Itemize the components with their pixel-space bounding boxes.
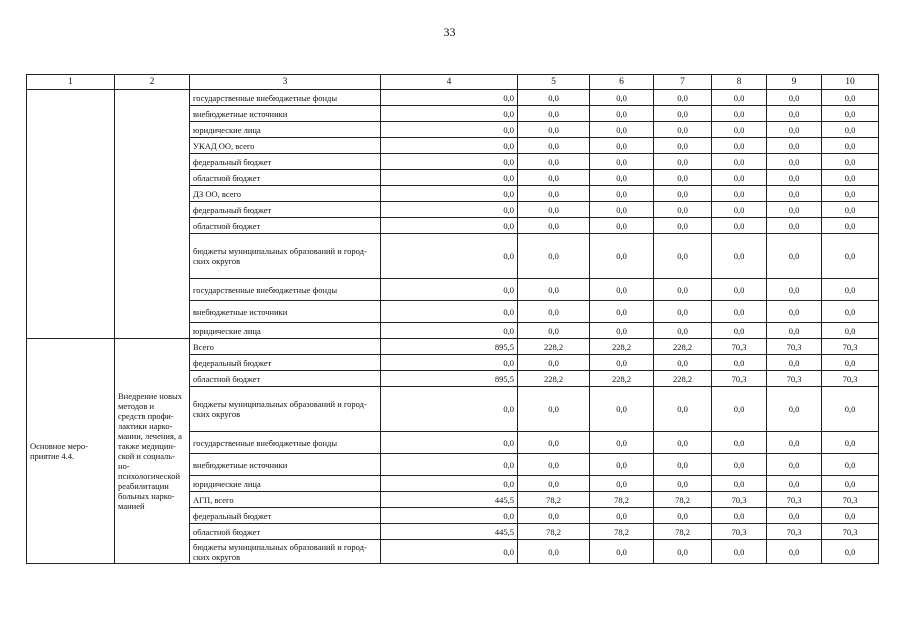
funding-source-cell: областной бюджет	[190, 170, 381, 186]
column-header: 3	[190, 75, 381, 90]
value-cell: 0,0	[590, 138, 654, 154]
value-cell: 0,0	[590, 301, 654, 323]
value-cell: 895,5	[381, 371, 518, 387]
value-cell: 0,0	[654, 323, 712, 339]
value-cell: 0,0	[590, 279, 654, 301]
value-cell: 70,3	[712, 339, 767, 355]
value-cell: 0,0	[590, 540, 654, 564]
value-cell: 0,0	[712, 323, 767, 339]
value-cell: 0,0	[712, 540, 767, 564]
value-cell: 0,0	[822, 355, 879, 371]
value-cell: 0,0	[712, 106, 767, 122]
value-cell: 70,3	[767, 524, 822, 540]
value-cell: 0,0	[381, 387, 518, 432]
funding-source-cell: юридические лица	[190, 476, 381, 492]
value-cell: 0,0	[822, 122, 879, 138]
value-cell: 0,0	[381, 540, 518, 564]
value-cell: 0,0	[590, 454, 654, 476]
value-cell: 0,0	[654, 301, 712, 323]
value-cell: 0,0	[381, 170, 518, 186]
value-cell: 0,0	[590, 218, 654, 234]
value-cell: 0,0	[518, 540, 590, 564]
value-cell: 0,0	[767, 508, 822, 524]
value-cell: 0,0	[712, 202, 767, 218]
value-cell: 0,0	[767, 279, 822, 301]
value-cell: 0,0	[712, 90, 767, 106]
value-cell: 0,0	[822, 154, 879, 170]
value-cell: 0,0	[767, 540, 822, 564]
value-cell: 0,0	[822, 218, 879, 234]
value-cell: 228,2	[518, 339, 590, 355]
funding-source-cell: областной бюджет	[190, 218, 381, 234]
value-cell: 0,0	[654, 170, 712, 186]
value-cell: 0,0	[590, 323, 654, 339]
value-cell: 0,0	[767, 90, 822, 106]
funding-source-cell: государственные внебюджетные фонды	[190, 279, 381, 301]
column-header: 6	[590, 75, 654, 90]
value-cell: 78,2	[654, 524, 712, 540]
value-cell: 0,0	[590, 355, 654, 371]
value-cell: 445,5	[381, 492, 518, 508]
value-cell: 0,0	[654, 540, 712, 564]
value-cell: 0,0	[712, 355, 767, 371]
value-cell: 0,0	[712, 138, 767, 154]
value-cell: 0,0	[518, 106, 590, 122]
funding-source-cell: областной бюджет	[190, 371, 381, 387]
value-cell: 0,0	[822, 387, 879, 432]
value-cell: 0,0	[654, 279, 712, 301]
value-cell: 0,0	[590, 106, 654, 122]
value-cell: 0,0	[518, 122, 590, 138]
value-cell: 228,2	[654, 339, 712, 355]
value-cell: 0,0	[712, 234, 767, 279]
value-cell: 0,0	[767, 301, 822, 323]
funding-source-cell: государственные внебюджетные фонды	[190, 90, 381, 106]
value-cell: 0,0	[712, 432, 767, 454]
value-cell: 0,0	[822, 476, 879, 492]
funding-source-cell: АГП, всего	[190, 492, 381, 508]
value-cell: 0,0	[822, 234, 879, 279]
value-cell: 0,0	[822, 279, 879, 301]
value-cell: 70,3	[712, 371, 767, 387]
value-cell: 0,0	[518, 234, 590, 279]
value-cell: 70,3	[767, 339, 822, 355]
value-cell: 0,0	[654, 154, 712, 170]
value-cell: 0,0	[767, 106, 822, 122]
funding-source-cell: юридические лица	[190, 323, 381, 339]
value-cell: 0,0	[822, 508, 879, 524]
table-header-row	[27, 75, 879, 90]
funding-source-cell: федеральный бюджет	[190, 154, 381, 170]
value-cell: 78,2	[518, 524, 590, 540]
column-header: 1	[27, 75, 115, 90]
value-cell: 228,2	[518, 371, 590, 387]
budget-table	[26, 74, 879, 564]
value-cell: 0,0	[381, 301, 518, 323]
value-cell: 0,0	[518, 454, 590, 476]
value-cell: 0,0	[381, 122, 518, 138]
value-cell: 0,0	[822, 186, 879, 202]
value-cell: 0,0	[654, 234, 712, 279]
funding-source-cell: внебюджетные источники	[190, 301, 381, 323]
value-cell: 0,0	[518, 218, 590, 234]
description-cell	[115, 90, 190, 339]
value-cell: 0,0	[767, 202, 822, 218]
value-cell: 78,2	[654, 492, 712, 508]
value-cell: 0,0	[822, 170, 879, 186]
value-cell: 0,0	[654, 508, 712, 524]
value-cell: 895,5	[381, 339, 518, 355]
value-cell: 0,0	[518, 202, 590, 218]
measure-cell: Основное меро- приятие 4.4.	[27, 339, 115, 564]
value-cell: 0,0	[712, 122, 767, 138]
value-cell: 70,3	[822, 339, 879, 355]
value-cell: 0,0	[590, 90, 654, 106]
value-cell: 0,0	[381, 454, 518, 476]
value-cell: 0,0	[712, 218, 767, 234]
value-cell: 0,0	[712, 476, 767, 492]
value-cell: 0,0	[767, 476, 822, 492]
value-cell: 0,0	[822, 202, 879, 218]
value-cell: 0,0	[822, 540, 879, 564]
funding-source-cell: бюджеты муниципальных образований и город- ских округов	[190, 387, 381, 432]
value-cell: 0,0	[381, 323, 518, 339]
value-cell: 70,3	[822, 492, 879, 508]
value-cell: 0,0	[654, 90, 712, 106]
value-cell: 0,0	[381, 355, 518, 371]
value-cell: 0,0	[518, 154, 590, 170]
value-cell: 0,0	[590, 122, 654, 138]
description-cell: Внедрение новых методов и средств профи- лактики нарко- мании, лечения, а также медицин- ской и социаль- но- психологической реабилитации больных нарко- манией	[115, 339, 190, 564]
value-cell: 0,0	[822, 454, 879, 476]
value-cell: 0,0	[590, 387, 654, 432]
value-cell: 0,0	[381, 476, 518, 492]
value-cell: 0,0	[712, 154, 767, 170]
value-cell: 0,0	[518, 432, 590, 454]
value-cell: 0,0	[654, 454, 712, 476]
value-cell: 0,0	[381, 186, 518, 202]
funding-source-cell: областной бюджет	[190, 524, 381, 540]
value-cell: 0,0	[767, 170, 822, 186]
funding-source-cell: бюджеты муниципальных образований и город- ских округов	[190, 540, 381, 564]
value-cell: 0,0	[654, 218, 712, 234]
value-cell: 70,3	[822, 371, 879, 387]
value-cell: 78,2	[590, 492, 654, 508]
value-cell: 0,0	[767, 218, 822, 234]
value-cell: 0,0	[590, 508, 654, 524]
value-cell: 0,0	[381, 508, 518, 524]
funding-source-cell: федеральный бюджет	[190, 202, 381, 218]
value-cell: 0,0	[822, 90, 879, 106]
value-cell: 0,0	[654, 138, 712, 154]
value-cell: 0,0	[518, 323, 590, 339]
value-cell: 0,0	[381, 106, 518, 122]
value-cell: 0,0	[518, 301, 590, 323]
value-cell: 0,0	[767, 138, 822, 154]
value-cell: 0,0	[767, 186, 822, 202]
column-header: 5	[518, 75, 590, 90]
value-cell: 0,0	[767, 323, 822, 339]
value-cell: 228,2	[590, 371, 654, 387]
value-cell: 78,2	[518, 492, 590, 508]
value-cell: 0,0	[767, 355, 822, 371]
funding-source-cell: ДЗ ОО, всего	[190, 186, 381, 202]
column-header: 2	[115, 75, 190, 90]
page-number: 33	[443, 25, 456, 39]
value-cell: 0,0	[712, 279, 767, 301]
value-cell: 0,0	[767, 122, 822, 138]
funding-source-cell: Всего	[190, 339, 381, 355]
value-cell: 0,0	[822, 301, 879, 323]
value-cell: 78,2	[590, 524, 654, 540]
value-cell: 0,0	[712, 508, 767, 524]
column-header: 10	[822, 75, 879, 90]
value-cell: 0,0	[767, 454, 822, 476]
value-cell: 0,0	[518, 355, 590, 371]
value-cell: 0,0	[518, 279, 590, 301]
value-cell: 0,0	[590, 170, 654, 186]
column-header: 9	[767, 75, 822, 90]
value-cell: 70,3	[767, 371, 822, 387]
value-cell: 0,0	[712, 170, 767, 186]
value-cell: 0,0	[767, 234, 822, 279]
value-cell: 0,0	[654, 432, 712, 454]
value-cell: 0,0	[381, 432, 518, 454]
column-header: 4	[381, 75, 518, 90]
value-cell: 0,0	[518, 508, 590, 524]
table-row	[27, 339, 879, 355]
value-cell: 0,0	[822, 106, 879, 122]
value-cell: 0,0	[767, 432, 822, 454]
value-cell: 0,0	[767, 154, 822, 170]
value-cell: 0,0	[590, 432, 654, 454]
value-cell: 0,0	[381, 234, 518, 279]
value-cell: 0,0	[590, 202, 654, 218]
value-cell: 0,0	[518, 90, 590, 106]
value-cell: 70,3	[822, 524, 879, 540]
funding-source-cell: УКАД ОО, всего	[190, 138, 381, 154]
value-cell: 0,0	[590, 476, 654, 492]
value-cell: 0,0	[518, 387, 590, 432]
value-cell: 0,0	[518, 138, 590, 154]
measure-cell	[27, 90, 115, 339]
value-cell: 0,0	[654, 186, 712, 202]
table-row	[27, 90, 879, 106]
value-cell: 0,0	[712, 301, 767, 323]
column-header: 8	[712, 75, 767, 90]
value-cell: 0,0	[381, 154, 518, 170]
funding-source-cell: внебюджетные источники	[190, 106, 381, 122]
value-cell: 70,3	[712, 492, 767, 508]
value-cell: 0,0	[654, 387, 712, 432]
funding-source-cell: бюджеты муниципальных образований и город- ских округов	[190, 234, 381, 279]
value-cell: 0,0	[590, 234, 654, 279]
value-cell: 0,0	[712, 387, 767, 432]
value-cell: 0,0	[767, 387, 822, 432]
value-cell: 0,0	[381, 202, 518, 218]
value-cell: 0,0	[590, 186, 654, 202]
column-header: 7	[654, 75, 712, 90]
value-cell: 0,0	[712, 186, 767, 202]
value-cell: 228,2	[590, 339, 654, 355]
value-cell: 70,3	[712, 524, 767, 540]
value-cell: 0,0	[654, 476, 712, 492]
value-cell: 0,0	[712, 454, 767, 476]
value-cell: 0,0	[381, 138, 518, 154]
value-cell: 228,2	[654, 371, 712, 387]
funding-source-cell: государственные внебюджетные фонды	[190, 432, 381, 454]
value-cell: 0,0	[822, 323, 879, 339]
value-cell: 0,0	[654, 202, 712, 218]
value-cell: 0,0	[822, 138, 879, 154]
funding-source-cell: федеральный бюджет	[190, 355, 381, 371]
value-cell: 70,3	[767, 492, 822, 508]
value-cell: 0,0	[590, 154, 654, 170]
value-cell: 0,0	[654, 122, 712, 138]
value-cell: 0,0	[654, 106, 712, 122]
funding-source-cell: юридические лица	[190, 122, 381, 138]
value-cell: 445,5	[381, 524, 518, 540]
value-cell: 0,0	[518, 476, 590, 492]
value-cell: 0,0	[518, 170, 590, 186]
value-cell: 0,0	[381, 218, 518, 234]
funding-source-cell: внебюджетные источники	[190, 454, 381, 476]
value-cell: 0,0	[381, 90, 518, 106]
value-cell: 0,0	[518, 186, 590, 202]
funding-source-cell: федеральный бюджет	[190, 508, 381, 524]
value-cell: 0,0	[822, 432, 879, 454]
value-cell: 0,0	[381, 279, 518, 301]
value-cell: 0,0	[654, 355, 712, 371]
